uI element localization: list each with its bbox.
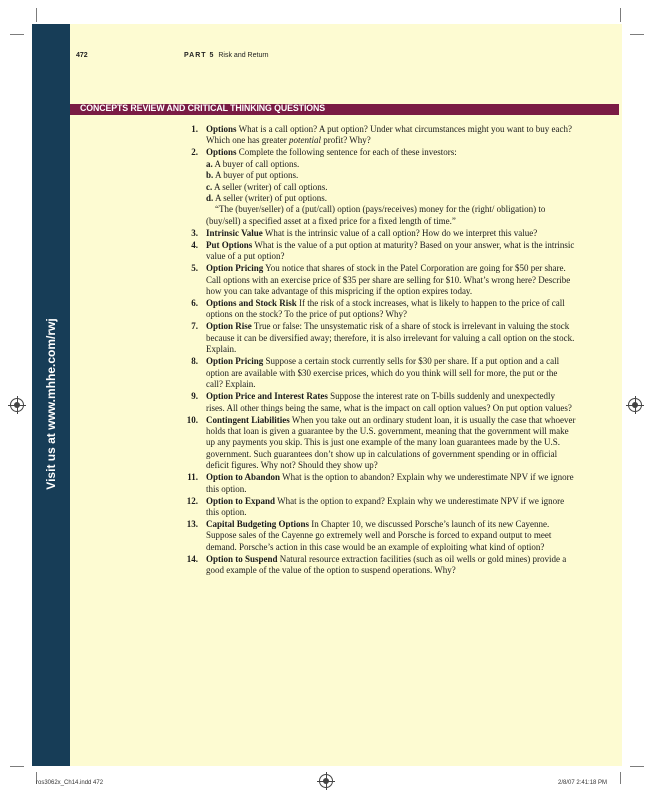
question-text: True or false: The unsystematic risk of a share of stock is irrelevant in valuing the stock because it can be diversified away; therefore, it is also irrelevant for valuing a call option on the stock. Explain.: [206, 321, 575, 355]
side-banner: [32, 24, 70, 766]
question-number: 2.: [191, 147, 198, 158]
question-body: [206, 391, 572, 412]
question-number: 10.: [186, 414, 198, 425]
question-body: [206, 124, 572, 145]
sub-item: [206, 159, 576, 170]
sub-list: [206, 159, 576, 205]
question-text: If the risk of a stock increases, what is likely to happen to the price of call options on the stock? To the price of put options? Why?: [206, 298, 565, 320]
question-list: [172, 124, 576, 577]
question-body: [206, 298, 565, 319]
question-text: What is the option to abandon? Explain why we underestimate NPV if we ignore this option.: [206, 472, 574, 494]
part-title: Risk and Return: [218, 52, 269, 59]
question-item: [172, 263, 576, 297]
sub-text: A buyer of call options.: [212, 158, 300, 169]
question-number: 9.: [191, 391, 198, 402]
question-text: What is the intrinsic value of a call option? How do we interpret this value?: [262, 227, 538, 238]
question-number: 4.: [191, 239, 198, 250]
question-text: What is a call option? A put option? Under what circumstances might you want to buy each? Which one has greater: [206, 124, 573, 146]
question-title: Option Price and Interest Rates: [206, 391, 328, 402]
question-title: Contingent Liabilities: [206, 414, 290, 425]
question-item: [172, 240, 576, 263]
question-item: [172, 391, 576, 414]
slug-file: ros3062x_Ch14.indd 472: [36, 780, 104, 786]
question-text: In Chapter 10, we discussed Porsche’s launch of its new Cayenne. Suppose sales of the Cayenne go extremely well and Porsche is forced to expand output to meet demand. Porsche’s action in this case would be an example of exploiting what kind of option?: [206, 518, 552, 552]
question-title: Capital Budgeting Options: [206, 518, 310, 529]
question-number: 13.: [186, 518, 198, 529]
question-body: [206, 415, 576, 471]
question-text: What is the value of a put option at maturity? Based on your answer, what is the intrinsic value of a put option?: [206, 239, 575, 262]
question-body: [206, 519, 551, 552]
question-text: You notice that shares of stock in the Patel Corporation are going for $50 per share. Call options with an exercise price of $35 per share are selling for $10. What’s wrong here? Describe how you can take advantage of this mispricing if the option expires today.: [206, 263, 571, 297]
question-number: 8.: [191, 356, 198, 367]
page-number: 472: [76, 52, 88, 59]
sub-label: b.: [206, 170, 214, 181]
question-text: Complete the following sentence for each of these investors:: [236, 147, 457, 158]
question-item: [172, 356, 576, 390]
question-title: Intrinsic Value: [206, 227, 263, 238]
question-item: [172, 472, 576, 495]
question-item: [172, 147, 576, 227]
question-body: [206, 356, 559, 389]
running-header: [76, 52, 269, 59]
question-title: Option Rise: [206, 321, 252, 332]
question-item: [172, 415, 576, 472]
question-title: Options: [206, 147, 237, 158]
question-body: [206, 321, 574, 354]
question-title: Option to Abandon: [206, 472, 281, 483]
question-text: What is the option to expand? Explain why we underestimate NPV if we ignore this option.: [206, 495, 565, 517]
sub-item: [206, 170, 576, 181]
question-emphasis: potential: [288, 135, 321, 146]
question-body: [206, 554, 566, 575]
section-title-bar: [70, 104, 619, 115]
question-text: Natural resource extraction facilities (such as oil wells or gold mines) provide a good example of the value of the option to suspend operations. Why?: [206, 553, 567, 576]
question-body: [206, 228, 537, 238]
question-item: [172, 124, 576, 147]
question-item: [172, 228, 576, 239]
section-title: CONCEPTS REVIEW AND CRITICAL THINKING QUESTIONS: [80, 103, 326, 113]
question-body: [206, 147, 457, 157]
question-text: When you take out an ordinary student loan, it is usually the case that whoever holds that loan is given a guarantee by the U.S. government, meaning that the government will make up any payments you skip. This is just one example of the many loan guarantees made by the U.S. government. Such guarantees don’t show up in calculations of government spending or in official deficit figures. Why not? Should they show up?: [206, 414, 576, 471]
sub-label: c.: [206, 181, 213, 192]
sub-text: A seller (writer) of call options.: [212, 181, 328, 192]
question-text: Suppose the interest rate on T-bills suddenly and unexpectedly rises. All other things being the same, what is the impact on call option values? On put option values?: [206, 391, 572, 413]
sub-label: a.: [206, 158, 213, 169]
question-text: Suppose a certain stock currently sells for $30 per share. If a put option and a call option are available with $30 exercise prices, which do you think will sell for more, the put or the call? Explain.: [206, 356, 560, 390]
quote-sentence: “The (buyer/seller) of a (put/call) option (pays/receives) money for the (right/ obligation) to (buy/sell) a specified asset at a fixed price for a fixed length of time.”: [206, 204, 546, 226]
question-title: Option Pricing: [206, 263, 264, 274]
question-body: [206, 240, 574, 261]
question-item: [172, 321, 576, 355]
question-number: 12.: [186, 495, 198, 506]
question-title: Option Pricing: [206, 356, 264, 367]
question-number: 6.: [191, 298, 198, 309]
question-number: 5.: [191, 263, 198, 274]
question-number: 7.: [191, 321, 198, 332]
question-text-cont: profit? Why?: [320, 135, 371, 146]
sub-item: [206, 193, 576, 204]
registration-mark-icon: [628, 398, 642, 412]
registration-mark-icon: [319, 774, 333, 788]
question-body: [206, 263, 570, 296]
sub-text: A buyer of put options.: [213, 170, 299, 181]
part-label: PART 5: [184, 52, 215, 59]
question-number: 14.: [186, 553, 198, 564]
question-title: Options and Stock Risk: [206, 298, 297, 309]
question-number: 11.: [187, 472, 198, 483]
spine-url[interactable]: Visit us at www.mhhe.com/rwj: [44, 318, 58, 490]
question-number: 1.: [191, 124, 198, 134]
sub-item: [206, 182, 576, 193]
sub-text: A seller (writer) of put options.: [213, 193, 327, 204]
question-title: Option to Expand: [206, 495, 276, 506]
question-item: [172, 298, 576, 321]
question-item: [172, 519, 576, 553]
question-title: Option to Suspend: [206, 553, 278, 564]
question-title: Options: [206, 124, 237, 134]
question-body: [206, 496, 564, 517]
question-item: [172, 554, 576, 577]
question-number: 3.: [191, 227, 198, 238]
part-heading: [184, 52, 269, 59]
slug-timestamp: 2/8/07 2:41:18 PM: [558, 780, 608, 786]
registration-mark-icon: [10, 398, 24, 412]
sub-label: d.: [206, 193, 214, 204]
question-item: [172, 496, 576, 519]
question-title: Put Options: [206, 239, 253, 250]
question-body: [206, 472, 574, 493]
